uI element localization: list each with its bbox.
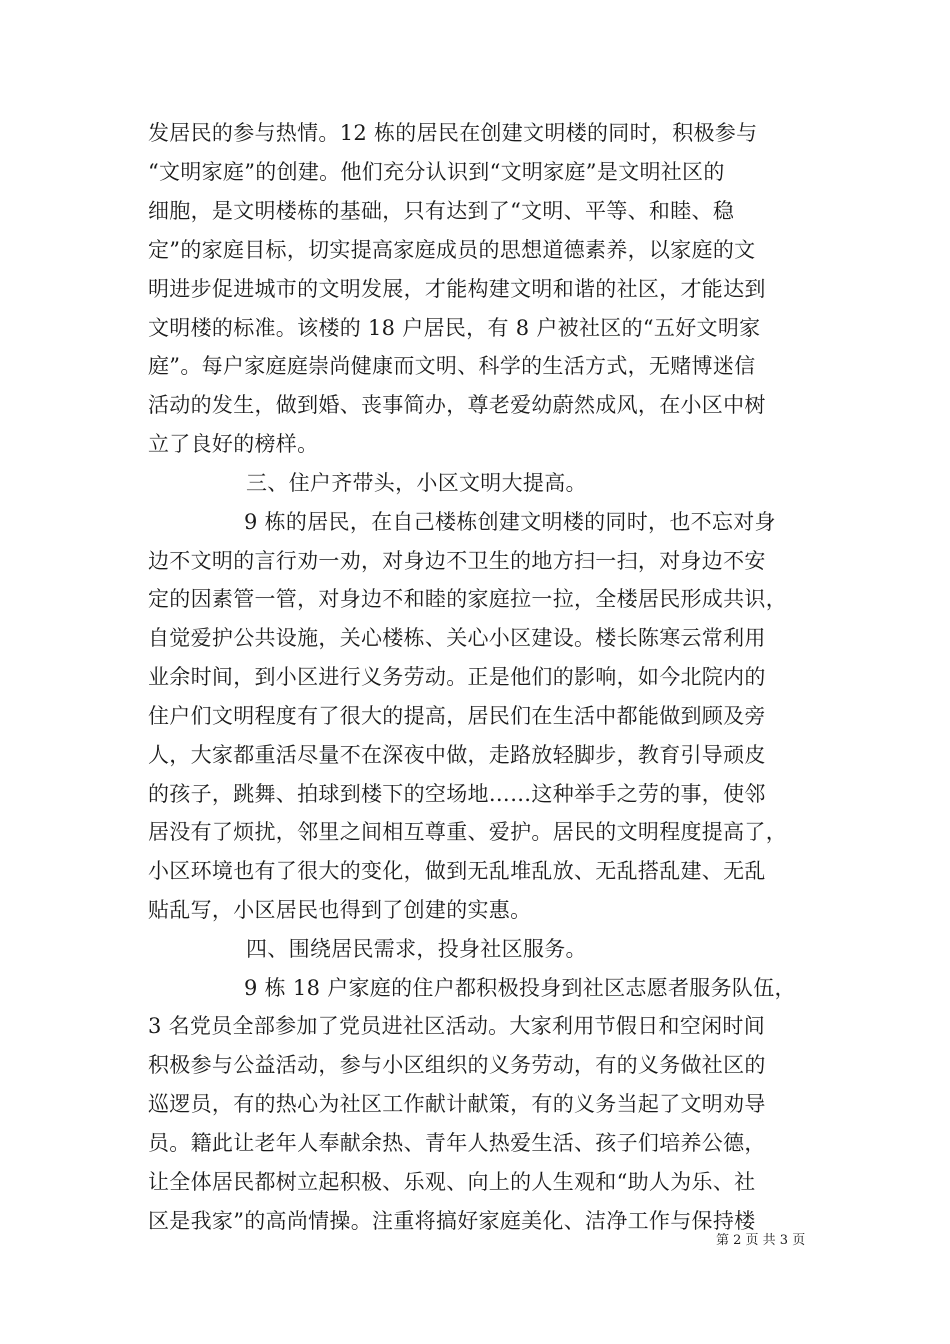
body-line: 积极参与公益活动，参与小区组织的义务劳动，有的义务做社区的	[148, 1053, 766, 1077]
body-line: 贴乱写，小区居民也得到了创建的实惠。	[148, 898, 532, 922]
body-line: 住户们文明程度有了很大的提高，居民们在生活中都能做到顾及旁	[148, 704, 766, 728]
section-heading: 四、围绕居民需求，投身社区服务。	[246, 937, 587, 961]
body-line: 边不文明的言行劝一劝，对身边不卫生的地方扫一扫，对身边不安	[148, 549, 766, 573]
section-heading: 三、住户齐带头，小区文明大提高。	[246, 471, 587, 495]
body-line: 的孩子，跳舞、拍球到楼下的空场地……这种举手之劳的事，使邻	[148, 782, 766, 806]
body-line: 小区环境也有了很大的变化，做到无乱堆乱放、无乱搭乱建、无乱	[148, 859, 766, 883]
body-line: 立了良好的榜样。	[148, 432, 319, 456]
body-line: 业余时间，到小区进行义务劳动。正是他们的影响，如今北院内的	[148, 665, 766, 689]
body-line: 区是我家”的高尚情操。注重将搞好家庭美化、洁净工作与保持楼	[148, 1209, 756, 1233]
body-line: 3 名党员全部参加了党员进社区活动。大家利用节假日和空闲时间	[148, 1014, 766, 1038]
body-line: 人，大家都重活尽量不在深夜中做，走路放轻脚步，教育引导顽皮	[148, 743, 766, 767]
body-line: 9 栋的居民，在自己楼栋创建文明楼的同时，也不忘对身	[244, 510, 776, 534]
body-line: 巡逻员，有的热心为社区工作献计献策，有的义务当起了文明劝导	[148, 1092, 766, 1116]
body-line: 员。籍此让老年人奉献余热、青年人热爱生活、孩子们培养公德，	[148, 1131, 766, 1155]
body-line: 定”的家庭目标，切实提高家庭成员的思想道德素养，以家庭的文	[148, 238, 756, 262]
page-number-footer: 第 2 页 共 3 页	[716, 1233, 806, 1248]
body-line: 细胞，是文明楼栋的基础，只有达到了“文明、平等、和睦、稳	[148, 199, 735, 223]
body-line: 9 栋 18 户家庭的住户都积极投身到社区志愿者服务队伍，	[244, 976, 796, 1000]
body-line: 明进步促进城市的文明发展，才能构建文明和谐的社区，才能达到	[148, 277, 766, 301]
body-line: 自觉爱护公共设施，关心楼栋、关心小区建设。楼长陈寒云常利用	[148, 626, 766, 650]
body-line: 让全体居民都树立起积极、乐观、向上的人生观和“助人为乐、社	[148, 1170, 756, 1194]
body-line: 居没有了烦扰，邻里之间相互尊重、爱护。居民的文明程度提高了，	[148, 820, 787, 844]
body-line: 活动的发生，做到婚、丧事简办，尊老爱幼蔚然成风，在小区中树	[148, 393, 766, 417]
body-line: 发居民的参与热情。12 栋的居民在创建文明楼的同时，积极参与	[148, 121, 758, 145]
body-line: 文明楼的标准。该楼的 18 户居民，有 8 户被社区的“五好文明家	[148, 316, 761, 340]
body-line: 定的因素管一管，对身边不和睦的家庭拉一拉，全楼居民形成共识，	[148, 587, 787, 611]
body-line: 庭”。每户家庭庭崇尚健康而文明、科学的生活方式，无赌博迷信	[148, 354, 756, 378]
body-line: “文明家庭”的创建。他们充分认识到“文明家庭”是文明社区的	[148, 160, 725, 184]
